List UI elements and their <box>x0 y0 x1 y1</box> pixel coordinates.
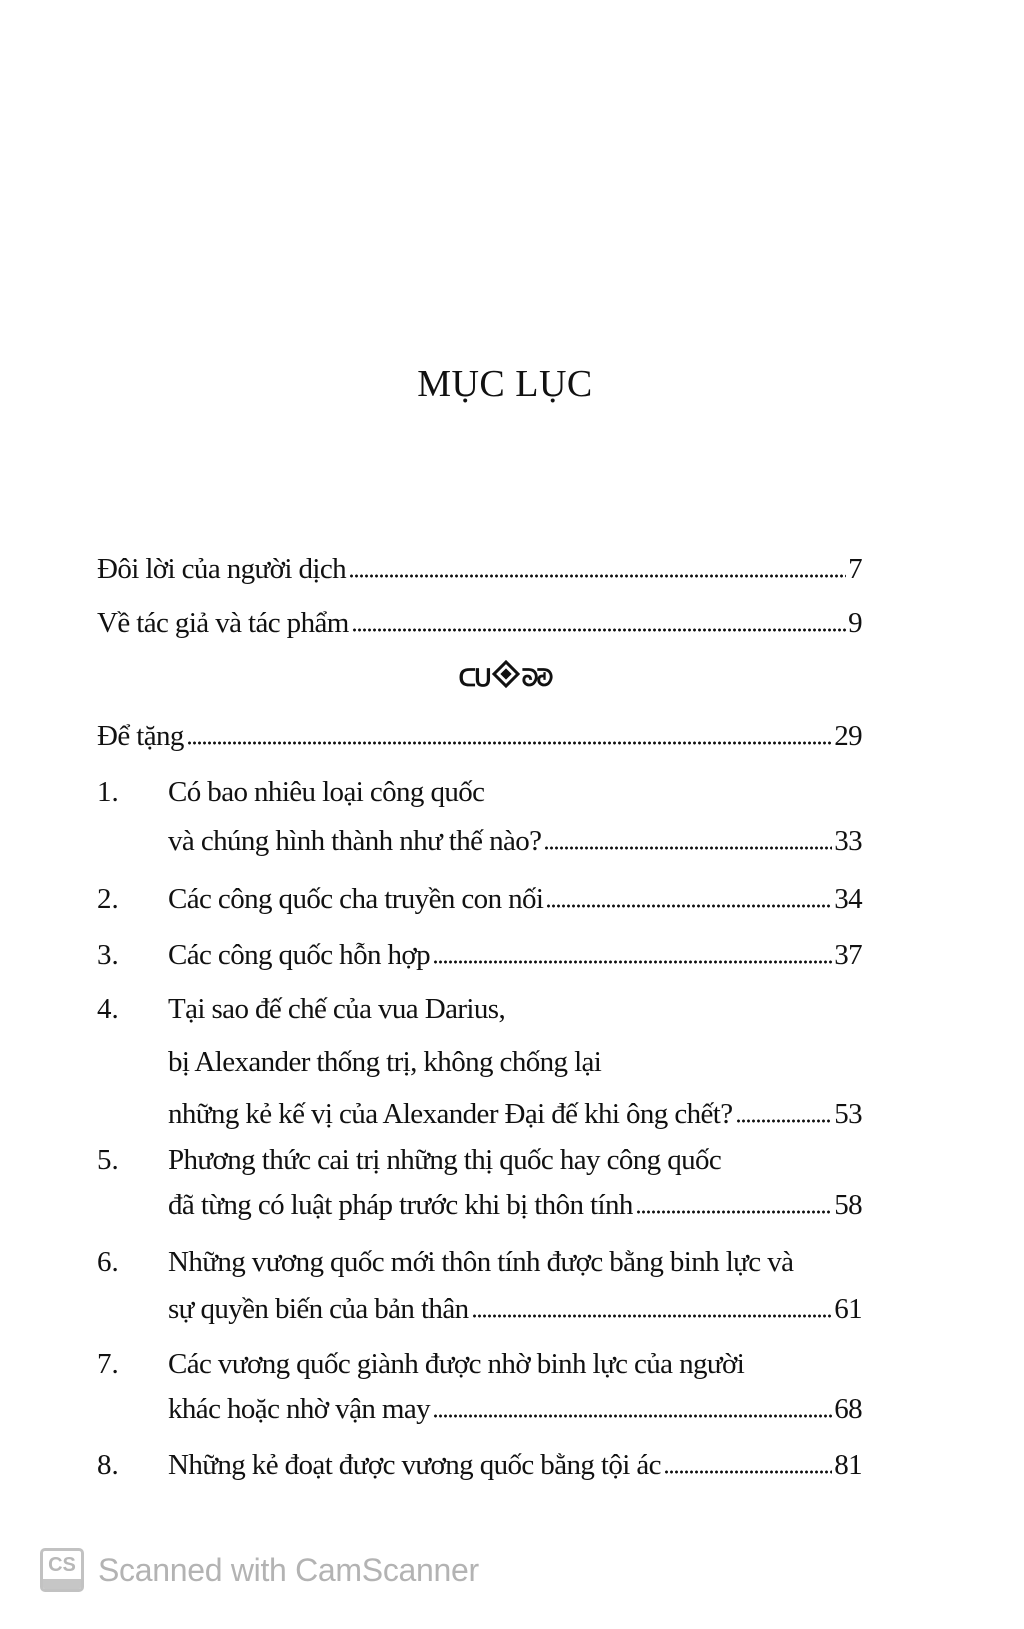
dot-leader <box>433 960 832 964</box>
toc-page-number: 33 <box>834 825 862 857</box>
toc-entry-chapter-6-line-2 <box>168 1292 862 1326</box>
chapter-number: 8. <box>97 1449 119 1481</box>
page-title: MỤC LỤC <box>417 363 593 405</box>
chapter-number: 1. <box>97 776 119 808</box>
toc-entry-label: những kẻ kế vị của Alexander Đại đế khi ông chết? <box>168 1098 733 1130</box>
chapter-number: 4. <box>97 993 119 1025</box>
ornament-diamond-icon <box>491 660 519 688</box>
toc-entry-chapter-7-line-2 <box>168 1392 862 1426</box>
toc-entry-label: Về tác giả và tác phẩm <box>97 607 349 639</box>
toc-entry-label: Có bao nhiêu loại công quốc <box>168 776 485 808</box>
toc-entry-label: đã từng có luật pháp trước khi bị thôn tính <box>168 1189 633 1221</box>
toc-entry-chapter-7-line-1 <box>168 1347 862 1381</box>
toc-page-number: 34 <box>834 883 862 915</box>
toc-entry-label: bị Alexander thống trị, không chống lại <box>168 1046 602 1078</box>
toc-entry-chapter-4-line-3 <box>168 1097 862 1131</box>
toc-entry-label: Để tặng <box>97 720 184 752</box>
dot-leader <box>352 628 846 632</box>
toc-entry-label: Các vương quốc giành được nhờ binh lực của người <box>168 1348 745 1380</box>
toc-entry-chapter-8 <box>168 1448 862 1482</box>
toc-entry-label: Phương thức cai trị những thị quốc hay công quốc <box>168 1144 722 1176</box>
toc-page-number: 9 <box>848 607 862 639</box>
toc-page-number: 7 <box>848 553 862 585</box>
toc-page-number: 29 <box>834 720 862 752</box>
toc-entry-chapter-5-line-1 <box>168 1143 862 1177</box>
watermark-text: Scanned with CamScanner <box>98 1551 479 1588</box>
toc-entry-translator-note <box>97 552 862 586</box>
dot-leader <box>472 1314 833 1318</box>
toc-entry-label: Những kẻ đoạt được vương quốc bằng tội ác <box>168 1449 661 1481</box>
ornament-left-scroll-icon: ᑕᑌ <box>458 666 490 692</box>
dot-leader <box>544 846 832 850</box>
toc-entry-label: Các công quốc hỗn hợp <box>168 939 431 971</box>
dot-leader <box>546 904 832 908</box>
toc-entry-label: Tại sao đế chế của vua Darius, <box>168 993 506 1025</box>
toc-page-number: 68 <box>834 1393 862 1425</box>
toc-entry-label: và chúng hình thành như thế nào? <box>168 825 542 857</box>
toc-entry-chapter-6-line-1 <box>168 1245 862 1279</box>
dot-leader <box>664 1470 832 1474</box>
dot-leader <box>433 1414 832 1418</box>
toc-page-number: 81 <box>834 1449 862 1481</box>
toc-entry-chapter-1-line-1 <box>168 775 862 809</box>
dot-leader <box>636 1210 832 1214</box>
chapter-number: 7. <box>97 1348 119 1380</box>
toc-entry-chapter-2 <box>168 882 862 916</box>
toc-entry-label: Đôi lời của người dịch <box>97 553 347 585</box>
toc-entry-chapter-3 <box>168 938 862 972</box>
toc-entry-label: khác hoặc nhờ vận may <box>168 1393 431 1425</box>
toc-page-number: 53 <box>834 1098 862 1130</box>
section-ornament <box>0 664 1010 694</box>
toc-entry-label: Những vương quốc mới thôn tính được bằng binh lực và <box>168 1246 794 1278</box>
camscanner-logo-text: CS <box>48 1554 76 1576</box>
chapter-number: 5. <box>97 1144 119 1176</box>
toc-entry-about-author <box>97 606 862 640</box>
camscanner-logo-icon <box>40 1548 84 1592</box>
toc-entry-label: sự quyền biến của bản thân <box>168 1293 469 1325</box>
dot-leader <box>349 574 846 578</box>
toc-page-number: 61 <box>834 1293 862 1325</box>
camscanner-watermark <box>40 1546 479 1594</box>
toc-entry-chapter-4-line-2 <box>168 1045 862 1079</box>
chapter-number: 3. <box>97 939 119 971</box>
toc-entry-chapter-5-line-2 <box>168 1188 862 1222</box>
dot-leader <box>736 1119 833 1123</box>
ornament-right-scroll-icon: ᘐᘑ <box>521 666 552 692</box>
chapter-number: 6. <box>97 1246 119 1278</box>
toc-entry-chapter-1-line-2 <box>168 824 862 858</box>
chapter-number: 2. <box>97 883 119 915</box>
toc-page-number: 58 <box>834 1189 862 1221</box>
toc-entry-label: Các công quốc cha truyền con nối <box>168 883 544 915</box>
toc-entry-dedication <box>97 719 862 753</box>
toc-page-number: 37 <box>834 939 862 971</box>
dot-leader <box>187 741 832 745</box>
toc-entry-chapter-4-line-1 <box>168 992 862 1026</box>
